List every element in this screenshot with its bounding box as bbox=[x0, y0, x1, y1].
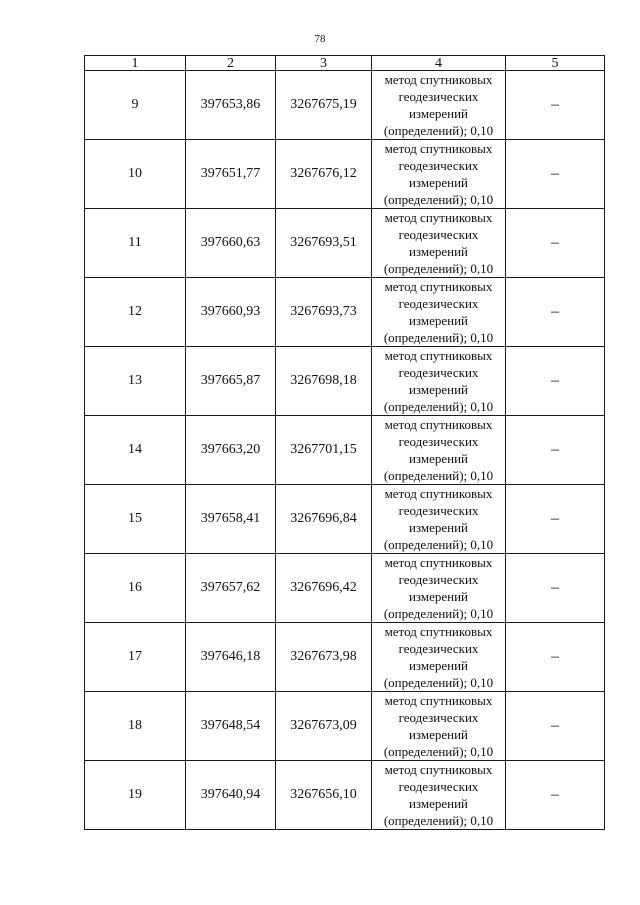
method-line: измерений bbox=[408, 520, 469, 535]
method-line: (определений); 0,10 bbox=[383, 123, 494, 138]
x-coordinate-cell: 397665,87 bbox=[186, 347, 276, 416]
method-line: геодезических bbox=[398, 296, 479, 311]
method-line: метод спутниковых bbox=[384, 72, 493, 87]
method-cell bbox=[372, 554, 506, 623]
method-line: (определений); 0,10 bbox=[383, 261, 494, 276]
method-line: измерений bbox=[408, 175, 469, 190]
method-line: (определений); 0,10 bbox=[383, 399, 494, 414]
column-5-cell: – bbox=[506, 416, 605, 485]
point-number-cell: 18 bbox=[85, 692, 186, 761]
y-coordinate-cell: 3267698,18 bbox=[276, 347, 372, 416]
header-col-3: 3 bbox=[276, 56, 372, 71]
x-coordinate-cell: 397663,20 bbox=[186, 416, 276, 485]
method-cell bbox=[372, 416, 506, 485]
method-cell bbox=[372, 347, 506, 416]
method-line: геодезических bbox=[398, 434, 479, 449]
method-line: измерений bbox=[408, 796, 469, 811]
column-5-cell: – bbox=[506, 623, 605, 692]
method-line: геодезических bbox=[398, 572, 479, 587]
column-5-cell: – bbox=[506, 761, 605, 830]
header-col-1: 1 bbox=[85, 56, 186, 71]
method-line: геодезических bbox=[398, 227, 479, 242]
method-line: (определений); 0,10 bbox=[383, 744, 494, 759]
point-number-cell: 14 bbox=[85, 416, 186, 485]
method-cell bbox=[372, 140, 506, 209]
method-line: геодезических bbox=[398, 710, 479, 725]
method-line: измерений bbox=[408, 382, 469, 397]
y-coordinate-cell: 3267673,98 bbox=[276, 623, 372, 692]
column-5-cell: – bbox=[506, 347, 605, 416]
method-line: (определений); 0,10 bbox=[383, 675, 494, 690]
method-line: метод спутниковых bbox=[384, 762, 493, 777]
method-line: измерений bbox=[408, 106, 469, 121]
x-coordinate-cell: 397658,41 bbox=[186, 485, 276, 554]
method-cell bbox=[372, 761, 506, 830]
method-cell bbox=[372, 485, 506, 554]
table-row bbox=[85, 347, 605, 416]
x-coordinate-cell: 397648,54 bbox=[186, 692, 276, 761]
method-line: метод спутниковых bbox=[384, 417, 493, 432]
column-5-cell: – bbox=[506, 692, 605, 761]
method-line: геодезических bbox=[398, 365, 479, 380]
method-cell bbox=[372, 623, 506, 692]
point-number-cell: 13 bbox=[85, 347, 186, 416]
table-row bbox=[85, 761, 605, 830]
x-coordinate-cell: 397640,94 bbox=[186, 761, 276, 830]
method-line: геодезических bbox=[398, 779, 479, 794]
point-number-cell: 10 bbox=[85, 140, 186, 209]
y-coordinate-cell: 3267696,84 bbox=[276, 485, 372, 554]
table-row bbox=[85, 623, 605, 692]
method-line: измерений bbox=[408, 589, 469, 604]
y-coordinate-cell: 3267673,09 bbox=[276, 692, 372, 761]
column-5-cell: – bbox=[506, 209, 605, 278]
table-row bbox=[85, 71, 605, 140]
point-number-cell: 19 bbox=[85, 761, 186, 830]
header-col-5: 5 bbox=[506, 56, 605, 71]
method-cell bbox=[372, 71, 506, 140]
y-coordinate-cell: 3267693,73 bbox=[276, 278, 372, 347]
column-5-cell: – bbox=[506, 485, 605, 554]
x-coordinate-cell: 397660,93 bbox=[186, 278, 276, 347]
method-line: метод спутниковых bbox=[384, 210, 493, 225]
table-row bbox=[85, 278, 605, 347]
x-coordinate-cell: 397660,63 bbox=[186, 209, 276, 278]
table-row bbox=[85, 209, 605, 278]
table-row bbox=[85, 416, 605, 485]
method-line: геодезических bbox=[398, 641, 479, 656]
method-line: метод спутниковых bbox=[384, 693, 493, 708]
method-line: метод спутниковых bbox=[384, 279, 493, 294]
method-line: (определений); 0,10 bbox=[383, 330, 494, 345]
method-line: геодезических bbox=[398, 89, 479, 104]
method-line: метод спутниковых bbox=[384, 141, 493, 156]
x-coordinate-cell: 397646,18 bbox=[186, 623, 276, 692]
point-number-cell: 12 bbox=[85, 278, 186, 347]
method-line: (определений); 0,10 bbox=[383, 537, 494, 552]
method-line: метод спутниковых bbox=[384, 624, 493, 639]
y-coordinate-cell: 3267656,10 bbox=[276, 761, 372, 830]
header-row bbox=[85, 56, 605, 71]
method-cell bbox=[372, 278, 506, 347]
method-line: (определений); 0,10 bbox=[383, 468, 494, 483]
method-cell bbox=[372, 692, 506, 761]
method-line: геодезических bbox=[398, 158, 479, 173]
table-body bbox=[85, 71, 605, 830]
y-coordinate-cell: 3267701,15 bbox=[276, 416, 372, 485]
table-row bbox=[85, 692, 605, 761]
method-line: (определений); 0,10 bbox=[383, 813, 494, 828]
header-col-2: 2 bbox=[186, 56, 276, 71]
method-line: (определений); 0,10 bbox=[383, 606, 494, 621]
method-line: измерений bbox=[408, 451, 469, 466]
column-5-cell: – bbox=[506, 71, 605, 140]
method-line: измерений bbox=[408, 313, 469, 328]
point-number-cell: 11 bbox=[85, 209, 186, 278]
table-row bbox=[85, 554, 605, 623]
table-header bbox=[85, 56, 605, 71]
point-number-cell: 15 bbox=[85, 485, 186, 554]
x-coordinate-cell: 397653,86 bbox=[186, 71, 276, 140]
y-coordinate-cell: 3267675,19 bbox=[276, 71, 372, 140]
coordinates-table bbox=[84, 55, 605, 830]
column-5-cell: – bbox=[506, 554, 605, 623]
method-line: измерений bbox=[408, 658, 469, 673]
y-coordinate-cell: 3267676,12 bbox=[276, 140, 372, 209]
method-line: (определений); 0,10 bbox=[383, 192, 494, 207]
column-5-cell: – bbox=[506, 278, 605, 347]
method-line: геодезических bbox=[398, 503, 479, 518]
method-line: метод спутниковых bbox=[384, 348, 493, 363]
point-number-cell: 9 bbox=[85, 71, 186, 140]
method-line: метод спутниковых bbox=[384, 486, 493, 501]
method-line: метод спутниковых bbox=[384, 555, 493, 570]
x-coordinate-cell: 397657,62 bbox=[186, 554, 276, 623]
column-5-cell: – bbox=[506, 140, 605, 209]
table-row bbox=[85, 140, 605, 209]
page-number: 78 bbox=[314, 33, 326, 45]
point-number-cell: 17 bbox=[85, 623, 186, 692]
header-col-4: 4 bbox=[372, 56, 506, 71]
method-line: измерений bbox=[408, 727, 469, 742]
x-coordinate-cell: 397651,77 bbox=[186, 140, 276, 209]
point-number-cell: 16 bbox=[85, 554, 186, 623]
y-coordinate-cell: 3267696,42 bbox=[276, 554, 372, 623]
table-row bbox=[85, 485, 605, 554]
method-cell bbox=[372, 209, 506, 278]
method-line: измерений bbox=[408, 244, 469, 259]
y-coordinate-cell: 3267693,51 bbox=[276, 209, 372, 278]
